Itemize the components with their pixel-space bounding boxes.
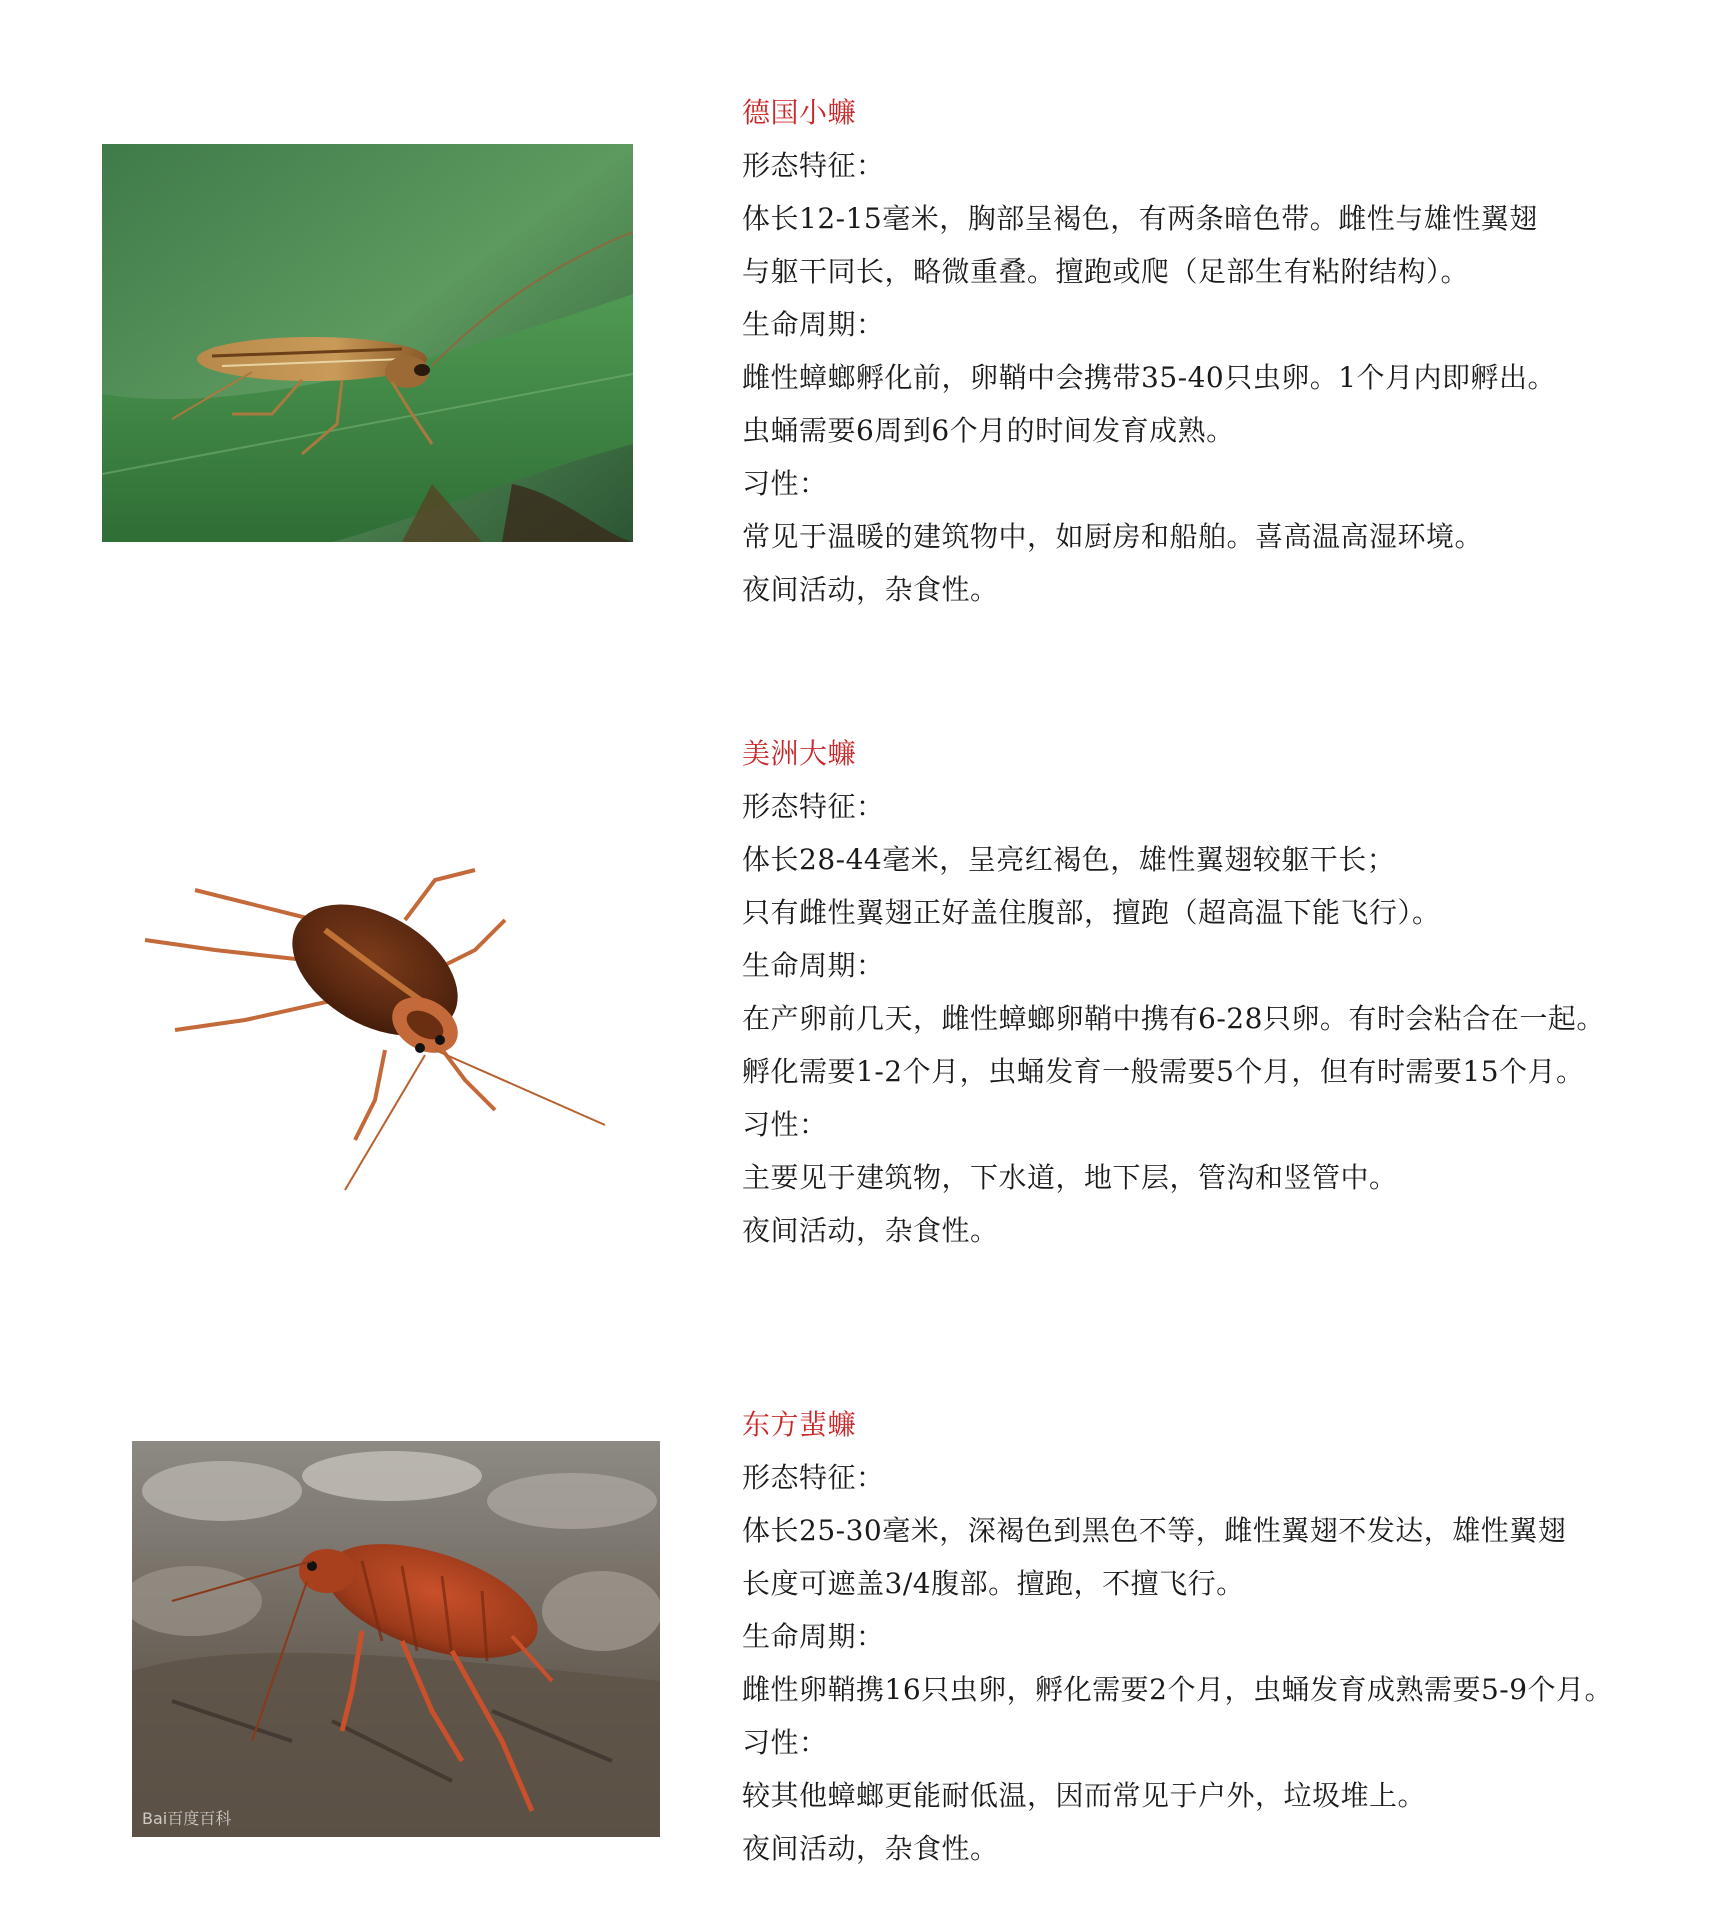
morphology-heading: 形态特征： [742,149,885,182]
morphology-line: 体长12-15毫米，胸部呈褐色，有两条暗色带。雌性与雄性翼翅 [742,202,1538,235]
lifecycle-line: 雌性蟑螂孵化前，卵鞘中会携带35-40只虫卵。1个月内即孵出。 [742,361,1557,394]
morphology-line: 只有雌性翼翅正好盖住腹部，擅跑（超高温下能飞行）。 [742,896,1441,929]
habits-heading: 习性： [742,467,828,500]
lifecycle-line: 孵化需要1-2个月，虫蛹发育一般需要5个月，但有时需要15个月。 [742,1055,1585,1088]
morphology-heading: 形态特征： [742,1461,885,1494]
habits-line: 夜间活动，杂食性。 [742,573,999,606]
habits-line: 常见于温暖的建筑物中，如厨房和船舶。喜高温高湿环境。 [742,520,1484,553]
american-cockroach-photo [135,840,615,1210]
lifecycle-line: 在产卵前几天，雌性蟑螂卵鞘中携有6-28只卵。有时会粘合在一起。 [742,1002,1605,1035]
morphology-line: 体长28-44毫米，呈亮红褐色，雄性翼翅较躯干长； [742,843,1396,876]
lifecycle-heading: 生命周期： [742,949,885,982]
habits-line: 夜间活动，杂食性。 [742,1832,999,1865]
morphology-line: 与躯干同长，略微重叠。擅跑或爬（足部生有粘附结构）。 [742,255,1470,288]
morphology-heading: 形态特征： [742,790,885,823]
habits-line: 较其他蟑螂更能耐低温，因而常见于户外，垃圾堆上。 [742,1779,1427,1812]
species-title: 德国小蠊 [742,96,857,129]
species-title: 东方蜚蠊 [742,1408,857,1441]
lifecycle-heading: 生命周期： [742,308,885,341]
habits-heading: 习性： [742,1108,828,1141]
oriental-cockroach-photo [132,1441,660,1837]
species-title: 美洲大蠊 [742,737,857,770]
morphology-line: 体长25-30毫米，深褐色到黑色不等，雌性翼翅不发达，雄性翼翅 [742,1514,1567,1547]
habits-line: 夜间活动，杂食性。 [742,1214,999,1247]
lifecycle-line: 雌性卵鞘携16只虫卵，孵化需要2个月，虫蛹发育成熟需要5-9个月。 [742,1673,1614,1706]
habits-heading: 习性： [742,1726,828,1759]
image-watermark: Bai百度百科 [142,1809,232,1828]
habits-line: 主要见于建筑物，下水道，地下层，管沟和竖管中。 [742,1161,1398,1194]
morphology-line: 长度可遮盖3/4腹部。擅跑，不擅飞行。 [742,1567,1245,1600]
german-cockroach-photo [102,144,633,542]
lifecycle-heading: 生命周期： [742,1620,885,1653]
lifecycle-line: 虫蛹需要6周到6个月的时间发育成熟。 [742,414,1235,447]
